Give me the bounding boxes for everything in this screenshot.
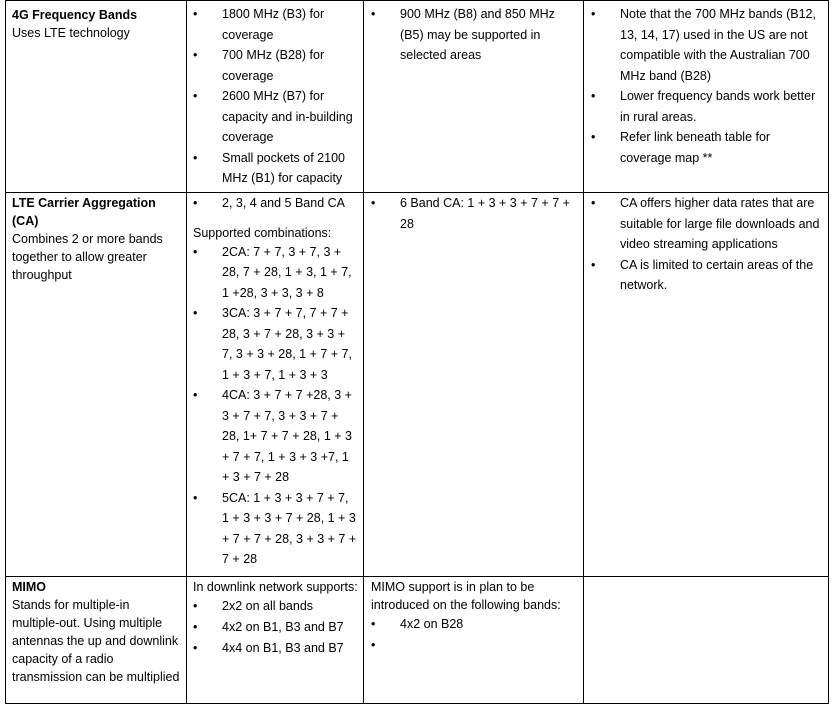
list-item: • 2600 MHz (B7) for capacity and in-building coverage <box>193 86 358 148</box>
table-border-left <box>5 0 6 704</box>
list-item: • Refer link beneath table for coverage map ** <box>591 127 823 168</box>
row-description: Uses LTE technology <box>12 26 130 40</box>
list-item: • 900 MHz (B8) and 850 MHz (B5) may be supported in selected areas <box>371 4 576 66</box>
list-item: • Note that the 700 MHz bands (B12, 13, 14, 17) used in the US are not compatible with the Australian 700 MHz band (B28) <box>591 4 823 86</box>
downlink-label: In downlink network supports: <box>193 580 358 594</box>
list-item: • Lower frequency bands work better in rural areas. <box>591 86 823 127</box>
column-divider <box>186 0 187 704</box>
row1-notes-cell <box>591 4 823 168</box>
list-item: • 3CA: 3 + 7 + 7, 7 + 7 + 28, 3 + 7 + 28, 3 + 3 + 7, 3 + 3 + 28, 1 + 7 + 7, 1 + 3 + 7, 1 + 3 + 3 <box>193 303 358 385</box>
list-item: • 4x2 on B1, B3 and B7 <box>193 617 358 638</box>
row-description: Stands for multiple-in multiple-out. Using multiple antennas the up and downlink capacity of a radio transmission can be multiplied <box>12 598 180 684</box>
bands-table <box>5 0 829 704</box>
row1-feature-cell <box>12 6 180 42</box>
column-divider <box>363 0 364 704</box>
row2-standard-cell <box>193 193 358 570</box>
row-title: MIMO <box>12 580 47 594</box>
column-divider <box>583 0 584 704</box>
list-item: • 6 Band CA: 1 + 3 + 3 + 7 + 7 + 28 <box>371 193 576 234</box>
table-border-top <box>5 0 829 1</box>
table-border-right <box>828 0 829 704</box>
row-divider <box>5 576 829 577</box>
list-item <box>371 635 576 656</box>
row2-optional-cell <box>371 193 576 234</box>
row1-optional-cell <box>371 4 576 66</box>
row3-feature-cell <box>12 578 180 686</box>
list-item: • 5CA: 1 + 3 + 3 + 7 + 7, 1 + 3 + 3 + 7 + 28, 1 + 3 + 7 + 7 + 28, 3 + 3 + 7 + 7 + 28 <box>193 488 358 570</box>
row2-notes-cell <box>591 193 823 296</box>
list-item: • 2x2 on all bands <box>193 596 358 617</box>
list-item: • 2CA: 7 + 7, 3 + 7, 3 + 28, 7 + 28, 1 + 3, 1 + 7, 1 +28, 3 + 3, 3 + 8 <box>193 242 358 304</box>
row-title: 4G Frequency Bands <box>12 8 138 22</box>
list-item: • 1800 MHz (B3) for coverage <box>193 4 358 45</box>
row-title: LTE Carrier Aggregation (CA) <box>12 196 156 228</box>
row2-feature-cell <box>12 194 180 284</box>
list-item: • CA is limited to certain areas of the network. <box>591 255 823 296</box>
row3-standard-cell <box>193 578 358 659</box>
row1-standard-cell <box>193 4 358 189</box>
combinations-label: Supported combinations: <box>193 225 332 240</box>
table-border-bottom <box>5 703 829 704</box>
list-item: • 700 MHz (B28) for coverage <box>193 45 358 86</box>
list-item: • CA offers higher data rates that are suitable for large file downloads and video streaming applications <box>591 193 823 255</box>
planned-label: MIMO support is in plan to be introduced on the following bands: <box>371 580 561 612</box>
row-description: Combines 2 or more bands together to allow greater throughput <box>12 232 163 282</box>
list-item: • 2, 3, 4 and 5 Band CA <box>193 193 358 214</box>
row3-optional-cell <box>371 578 576 656</box>
list-item: • Small pockets of 2100 MHz (B1) for capacity <box>193 148 358 189</box>
list-item: • 4x4 on B1, B3 and B7 <box>193 638 358 659</box>
list-item: • 4CA: 3 + 7 + 7 +28, 3 + 3 + 7 + 7, 3 + 3 + 7 + 28, 1+ 7 + 7 + 28, 1 + 3 + 7 + 7, 1 + 3 + 3 +7, 1 + 3 + 7 + 28 <box>193 385 358 488</box>
list-item: • 4x2 on B28 <box>371 614 576 635</box>
